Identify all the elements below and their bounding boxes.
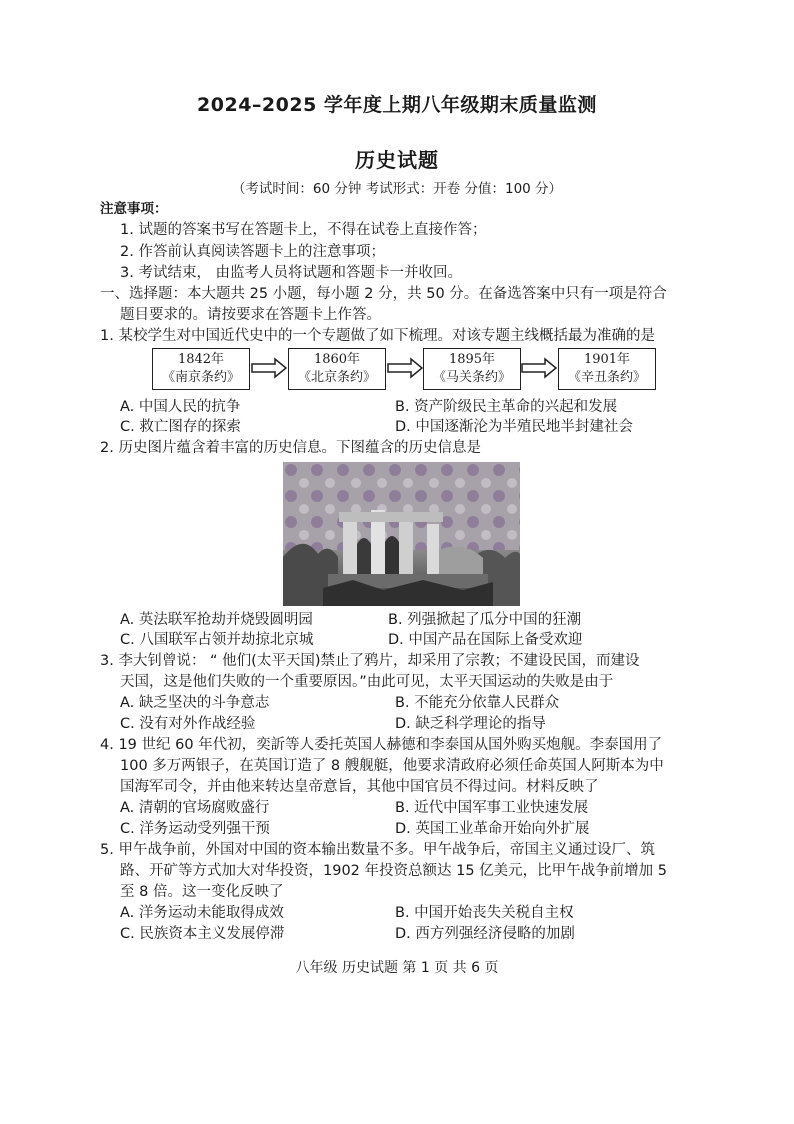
- question-5-stem: 5. 甲午战争前，外国对中国的资本输出数量不多。甲午战争后，帝国主义通过设厂、筑: [100, 842, 655, 858]
- question-4-option-c[interactable]: C. 洋务运动受列强干预: [120, 821, 270, 837]
- double-arrow-icon: [387, 357, 423, 379]
- notes-item: 3. 考试结束， 由监考人员将试题和答题卡一并收回。: [120, 265, 463, 281]
- question-1-option-b[interactable]: B. 资产阶级民主革命的兴起和发展: [395, 399, 618, 415]
- double-arrow-icon: [251, 357, 287, 379]
- question-3-stem-cont: 天国，这是他们失败的一个重要原因。”由此可见，太平天国运动的失败是由于: [120, 674, 614, 690]
- question-3-option-d[interactable]: D. 缺乏科学理论的指导: [395, 716, 546, 732]
- question-4-stem: 4. 19 世纪 60 年代初，奕訢等人委托英国人赫德和李泰国从国外购买炮舰。李泰国用了: [100, 737, 663, 753]
- question-5-option-a[interactable]: A. 洋务运动未能取得成效: [120, 905, 284, 921]
- question-4-option-a[interactable]: A. 清朝的官场腐败盛行: [120, 800, 270, 816]
- question-2-option-d[interactable]: D. 中国产品在国际上备受欢迎: [388, 632, 583, 648]
- question-5-option-b[interactable]: B. 中国开始丧失关税自主权: [395, 905, 574, 921]
- question-2-option-c[interactable]: C. 八国联军占领并劫掠北京城: [120, 632, 314, 648]
- section-header-cont: 题目要求的。请按要求在答题卡上作答。: [120, 307, 381, 323]
- question-3-option-a[interactable]: A. 缺乏坚决的斗争意志: [120, 695, 270, 711]
- question-2-stem: 2. 历史图片蕴含着丰富的历史信息。下图蕴含的历史信息是: [100, 440, 481, 456]
- timeline-treaty: 《南京条约》: [161, 370, 240, 385]
- timeline-year: 1842年: [177, 352, 225, 367]
- question-2-option-b[interactable]: B. 列强掀起了瓜分中国的狂潮: [388, 612, 582, 628]
- page-footer: 八年级 历史试题 第 1 页 共 6 页: [295, 960, 499, 976]
- question-3-stem: 3. 李大钊曾说： “ 他们(太平天国)禁止了鸦片，却采用了宗教；不建设民国，而建设: [100, 653, 640, 669]
- timeline-box-3: [423, 348, 521, 390]
- question-1-option-d[interactable]: D. 中国逐渐沦为半殖民地半封建社会: [395, 419, 633, 435]
- question-3-option-c[interactable]: C. 没有对外作战经验: [120, 716, 256, 732]
- question-1-stem: 1. 某校学生对中国近代史中的一个专题做了如下梳理。对该专题主线概括最为准确的是: [100, 328, 655, 344]
- question-1-option-a[interactable]: A. 中国人民的抗争: [120, 399, 241, 415]
- question-5-stem-cont: 路、开矿等方式加大对华投资，1902 年投资总额达 15 亿美元，比甲午战争前增加 5: [120, 863, 668, 879]
- timeline-year: 1860年: [313, 352, 361, 367]
- timeline-box-4: [558, 348, 656, 390]
- question-4-stem-cont: 国海军司令，并由他来转达皇帝意旨，其他中国官员不得过问。材料反映了: [120, 779, 599, 795]
- notes-item: 2. 作答前认真阅读答题卡上的注意事项；: [120, 244, 385, 260]
- timeline-year: 1895年: [448, 352, 496, 367]
- ruins-photo: [283, 462, 520, 606]
- page-subtitle: 历史试题: [355, 148, 439, 172]
- timeline-treaty: 《辛丑条约》: [567, 370, 646, 385]
- question-4-option-d[interactable]: D. 英国工业革命开始向外扩展: [395, 821, 590, 837]
- notes-heading: 注意事项：: [100, 201, 168, 217]
- question-5-stem-cont: 至 8 倍。这一变化反映了: [120, 884, 284, 900]
- timeline-box-1: [152, 348, 250, 390]
- question-1-option-c[interactable]: C. 救亡图存的探索: [120, 419, 241, 435]
- notes-item: 1. 试题的答案书写在答题卡上，不得在试卷上直接作答；: [120, 222, 487, 238]
- question-4-option-b[interactable]: B. 近代中国军事工业快速发展: [395, 800, 589, 816]
- timeline-box-2: [288, 348, 386, 390]
- question-2-option-a[interactable]: A. 英法联军抢劫并烧毁圆明园: [120, 612, 313, 628]
- timeline-treaty: 《北京条约》: [297, 370, 376, 385]
- section-header: 一、选择题：本大题共 25 小题，每小题 2 分，共 50 分。在备选答案中只有一项是符合: [100, 286, 667, 302]
- page-title: 2024–2025 学年度上期八年级期末质量监测: [197, 94, 597, 116]
- timeline-treaty: 《马关条约》: [432, 370, 511, 385]
- question-4-stem-cont: 100 多万两银子，在英国订造了 8 艘舰艇，他要求清政府必须任命英国人阿斯本为中: [120, 758, 664, 774]
- exam-info: （考试时间：60 分钟 考试形式：开卷 分值：100 分）: [231, 181, 563, 197]
- question-5-option-d[interactable]: D. 西方列强经济侵略的加剧: [395, 926, 575, 942]
- timeline-year: 1901年: [583, 352, 631, 367]
- question-5-option-c[interactable]: C. 民族资本主义发展停滞: [120, 926, 285, 942]
- question-3-option-b[interactable]: B. 不能充分依靠人民群众: [395, 695, 560, 711]
- double-arrow-icon: [521, 357, 557, 379]
